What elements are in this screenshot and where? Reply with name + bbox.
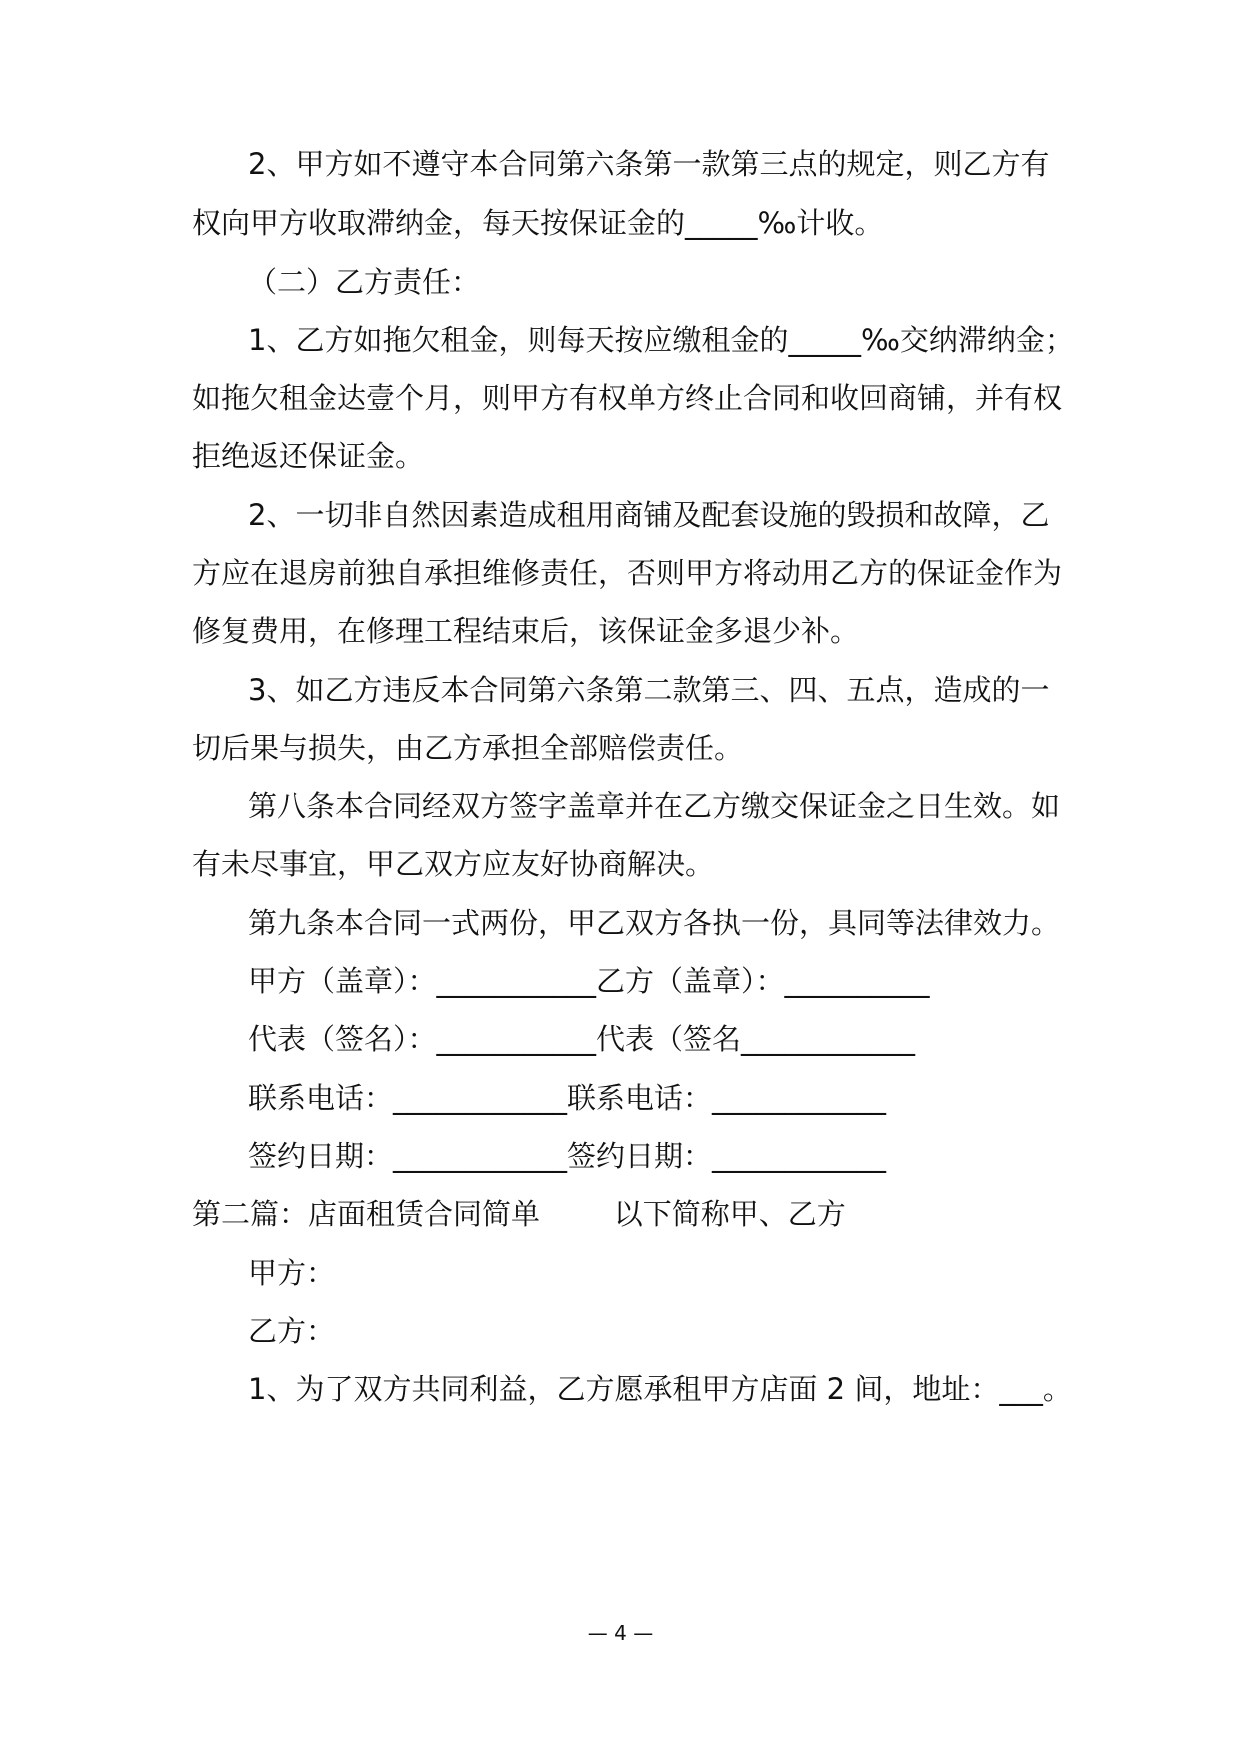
party-line: 甲方：: [248, 1256, 336, 1290]
paragraph-line: 方应在退房前独自承担维修责任，否则甲方将动用乙方的保证金作为: [192, 556, 1063, 590]
paragraph-line: 权向甲方收取滞纳金，每天按保证金的_____‰计收。: [192, 206, 884, 240]
signature-line: 签约日期：____________签约日期：____________: [248, 1139, 887, 1173]
paragraph-line: 2、甲方如不遵守本合同第六条第一款第三点的规定，则乙方有: [248, 147, 1050, 181]
paragraph-line: 3、如乙方违反本合同第六条第二款第三、四、五点，造成的一: [248, 673, 1050, 707]
paragraph-line: 有未尽事宜，甲乙双方应友好协商解决。: [192, 847, 715, 881]
signature-line: 代表（签名）：___________代表（签名____________: [248, 1022, 916, 1056]
section-heading: （二）乙方责任：: [248, 265, 481, 299]
signature-line: 甲方（盖章）：___________乙方（盖章）：__________: [248, 964, 930, 998]
paragraph-line: 拒绝返还保证金。: [192, 439, 425, 473]
paragraph-line: 第八条本合同经双方签字盖章并在乙方缴交保证金之日生效。如: [248, 789, 1061, 823]
paragraph-line: 1、为了双方共同利益，乙方愿承租甲方店面 2 间，地址：___。: [248, 1372, 1072, 1406]
paragraph-line: 修复费用，在修理工程结束后，该保证金多退少补。: [192, 614, 860, 648]
party-line: 乙方：: [248, 1314, 336, 1348]
paragraph-line: 如拖欠租金达壹个月，则甲方有权单方终止合同和收回商铺，并有权: [192, 381, 1063, 415]
paragraph-line: 1、乙方如拖欠租金，则每天按应缴租金的_____‰交纳滞纳金；: [248, 323, 1074, 357]
paragraph-line: 2、一切非自然因素造成租用商铺及配套设施的毁损和故障，乙: [248, 498, 1050, 532]
signature-line: 联系电话：____________联系电话：____________: [248, 1081, 887, 1115]
paragraph-line: 切后果与损失，由乙方承担全部赔偿责任。: [192, 731, 744, 765]
page-number: — 4 —: [587, 1621, 654, 1645]
chapter-heading: 第二篇：店面租赁合同简单 以下简称甲、乙方: [192, 1197, 846, 1231]
paragraph-line: 第九条本合同一式两份，甲乙双方各执一份，具同等法律效力。: [248, 906, 1061, 940]
